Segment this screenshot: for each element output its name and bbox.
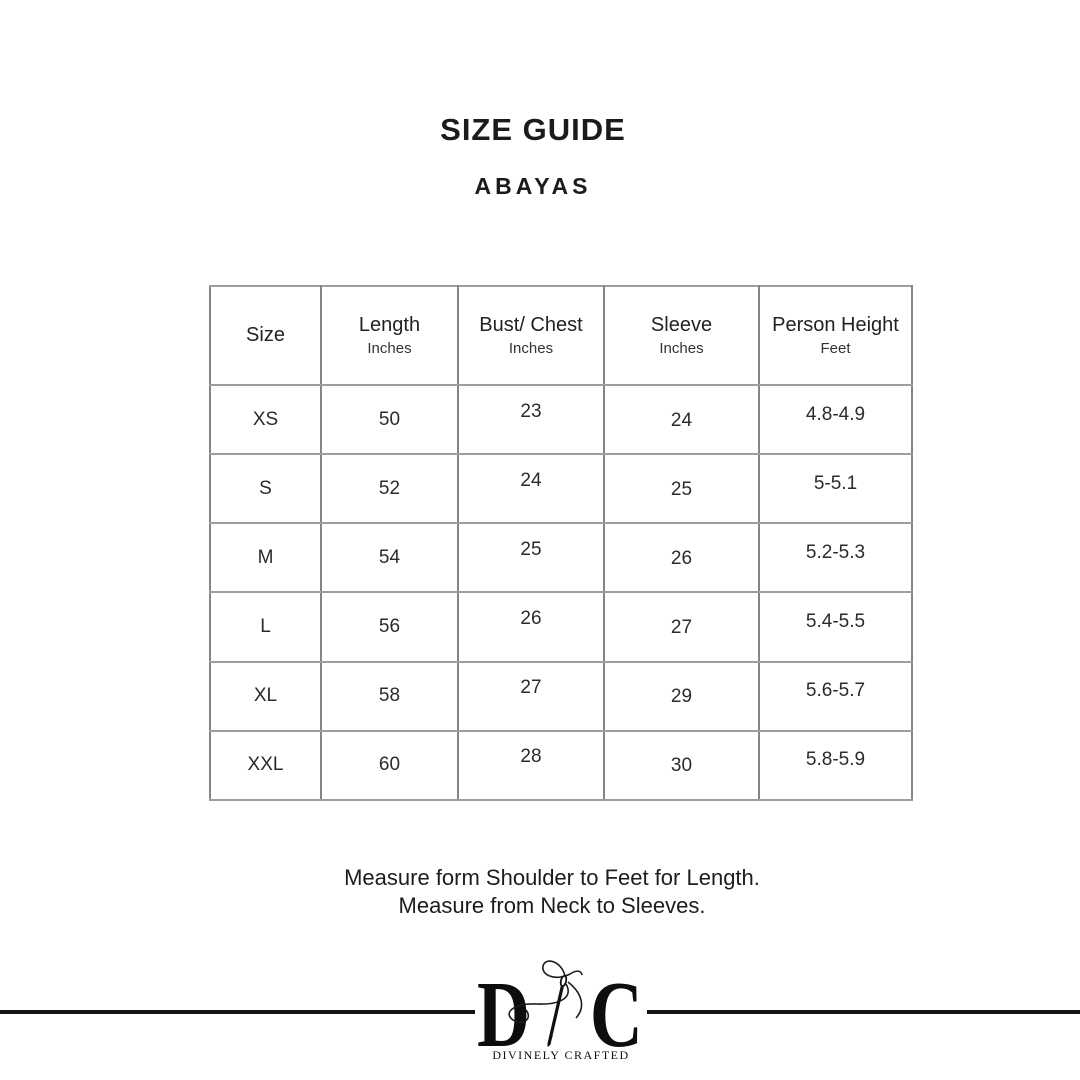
cell-bust-chest: 28 xyxy=(458,731,604,800)
column-unit: Inches xyxy=(508,340,554,358)
page-subtitle: ABAYAS xyxy=(474,173,592,199)
cell-person-height: 5-5.1 xyxy=(759,454,912,523)
column-label: Person Height xyxy=(772,314,899,337)
cell-length: 50 xyxy=(321,385,458,454)
cell-sleeve: 30 xyxy=(604,731,759,800)
column-unit: Inches xyxy=(659,340,704,358)
column-label: Bust/ Chest xyxy=(479,314,583,337)
cell-length: 60 xyxy=(321,731,458,800)
cell-sleeve: 25 xyxy=(604,454,759,523)
table-row-s xyxy=(210,454,912,523)
monogram-letter-c: C xyxy=(590,963,643,1067)
page-title: SIZE GUIDE xyxy=(440,112,626,147)
cell-sleeve: 29 xyxy=(604,662,759,731)
cell-size: L xyxy=(210,592,321,661)
header-row xyxy=(210,286,912,385)
table-row-m xyxy=(210,523,912,592)
cell-sleeve: 26 xyxy=(604,523,759,592)
cell-bust-chest: 23 xyxy=(458,385,604,454)
cell-sleeve: 24 xyxy=(604,385,759,454)
cell-person-height: 4.8-4.9 xyxy=(759,385,912,454)
note-line-2: Measure from Neck to Sleeves. xyxy=(398,893,706,918)
brand-logo xyxy=(475,952,647,1067)
sewing-needle-icon xyxy=(475,952,647,1067)
cell-bust-chest: 24 xyxy=(458,454,604,523)
column-label: Sleeve xyxy=(650,314,713,337)
table-row-xl xyxy=(210,662,912,731)
cell-size: XL xyxy=(210,662,321,731)
cell-person-height: 5.4-5.5 xyxy=(759,592,912,661)
size-table xyxy=(209,285,913,801)
cell-person-height: 5.8-5.9 xyxy=(759,731,912,800)
cell-size: XXL xyxy=(210,731,321,800)
column-header-length xyxy=(321,286,458,385)
cell-person-height: 5.2-5.3 xyxy=(759,523,912,592)
cell-length: 58 xyxy=(321,662,458,731)
monogram-letter-d: D xyxy=(477,963,530,1067)
column-header-sleeve xyxy=(604,286,759,385)
cell-size: S xyxy=(210,454,321,523)
note-line-1: Measure form Shoulder to Feet for Length. xyxy=(344,865,760,890)
table-row-xs xyxy=(210,385,912,454)
cell-size: M xyxy=(210,523,321,592)
cell-sleeve: 27 xyxy=(604,592,759,661)
cell-bust-chest: 26 xyxy=(458,592,604,661)
size-table-header xyxy=(210,286,912,385)
brand-name-text: DIVINELY CRAFTED xyxy=(492,1048,630,1062)
column-header-bust-chest xyxy=(458,286,604,385)
table-row-xxl xyxy=(210,731,912,800)
cell-person-height: 5.6-5.7 xyxy=(759,662,912,731)
column-label: Size xyxy=(246,324,285,346)
cell-bust-chest: 25 xyxy=(458,523,604,592)
cell-length: 52 xyxy=(321,454,458,523)
measurement-notes xyxy=(12,864,1080,920)
column-header-person-height xyxy=(759,286,912,385)
cell-size: XS xyxy=(210,385,321,454)
column-label: Length xyxy=(358,314,421,337)
table-row-l xyxy=(210,592,912,661)
cell-length: 54 xyxy=(321,523,458,592)
column-unit: Inches xyxy=(367,340,412,358)
column-unit: Feet xyxy=(820,340,851,358)
column-header-size xyxy=(210,286,321,385)
cell-bust-chest: 27 xyxy=(458,662,604,731)
cell-length: 56 xyxy=(321,592,458,661)
